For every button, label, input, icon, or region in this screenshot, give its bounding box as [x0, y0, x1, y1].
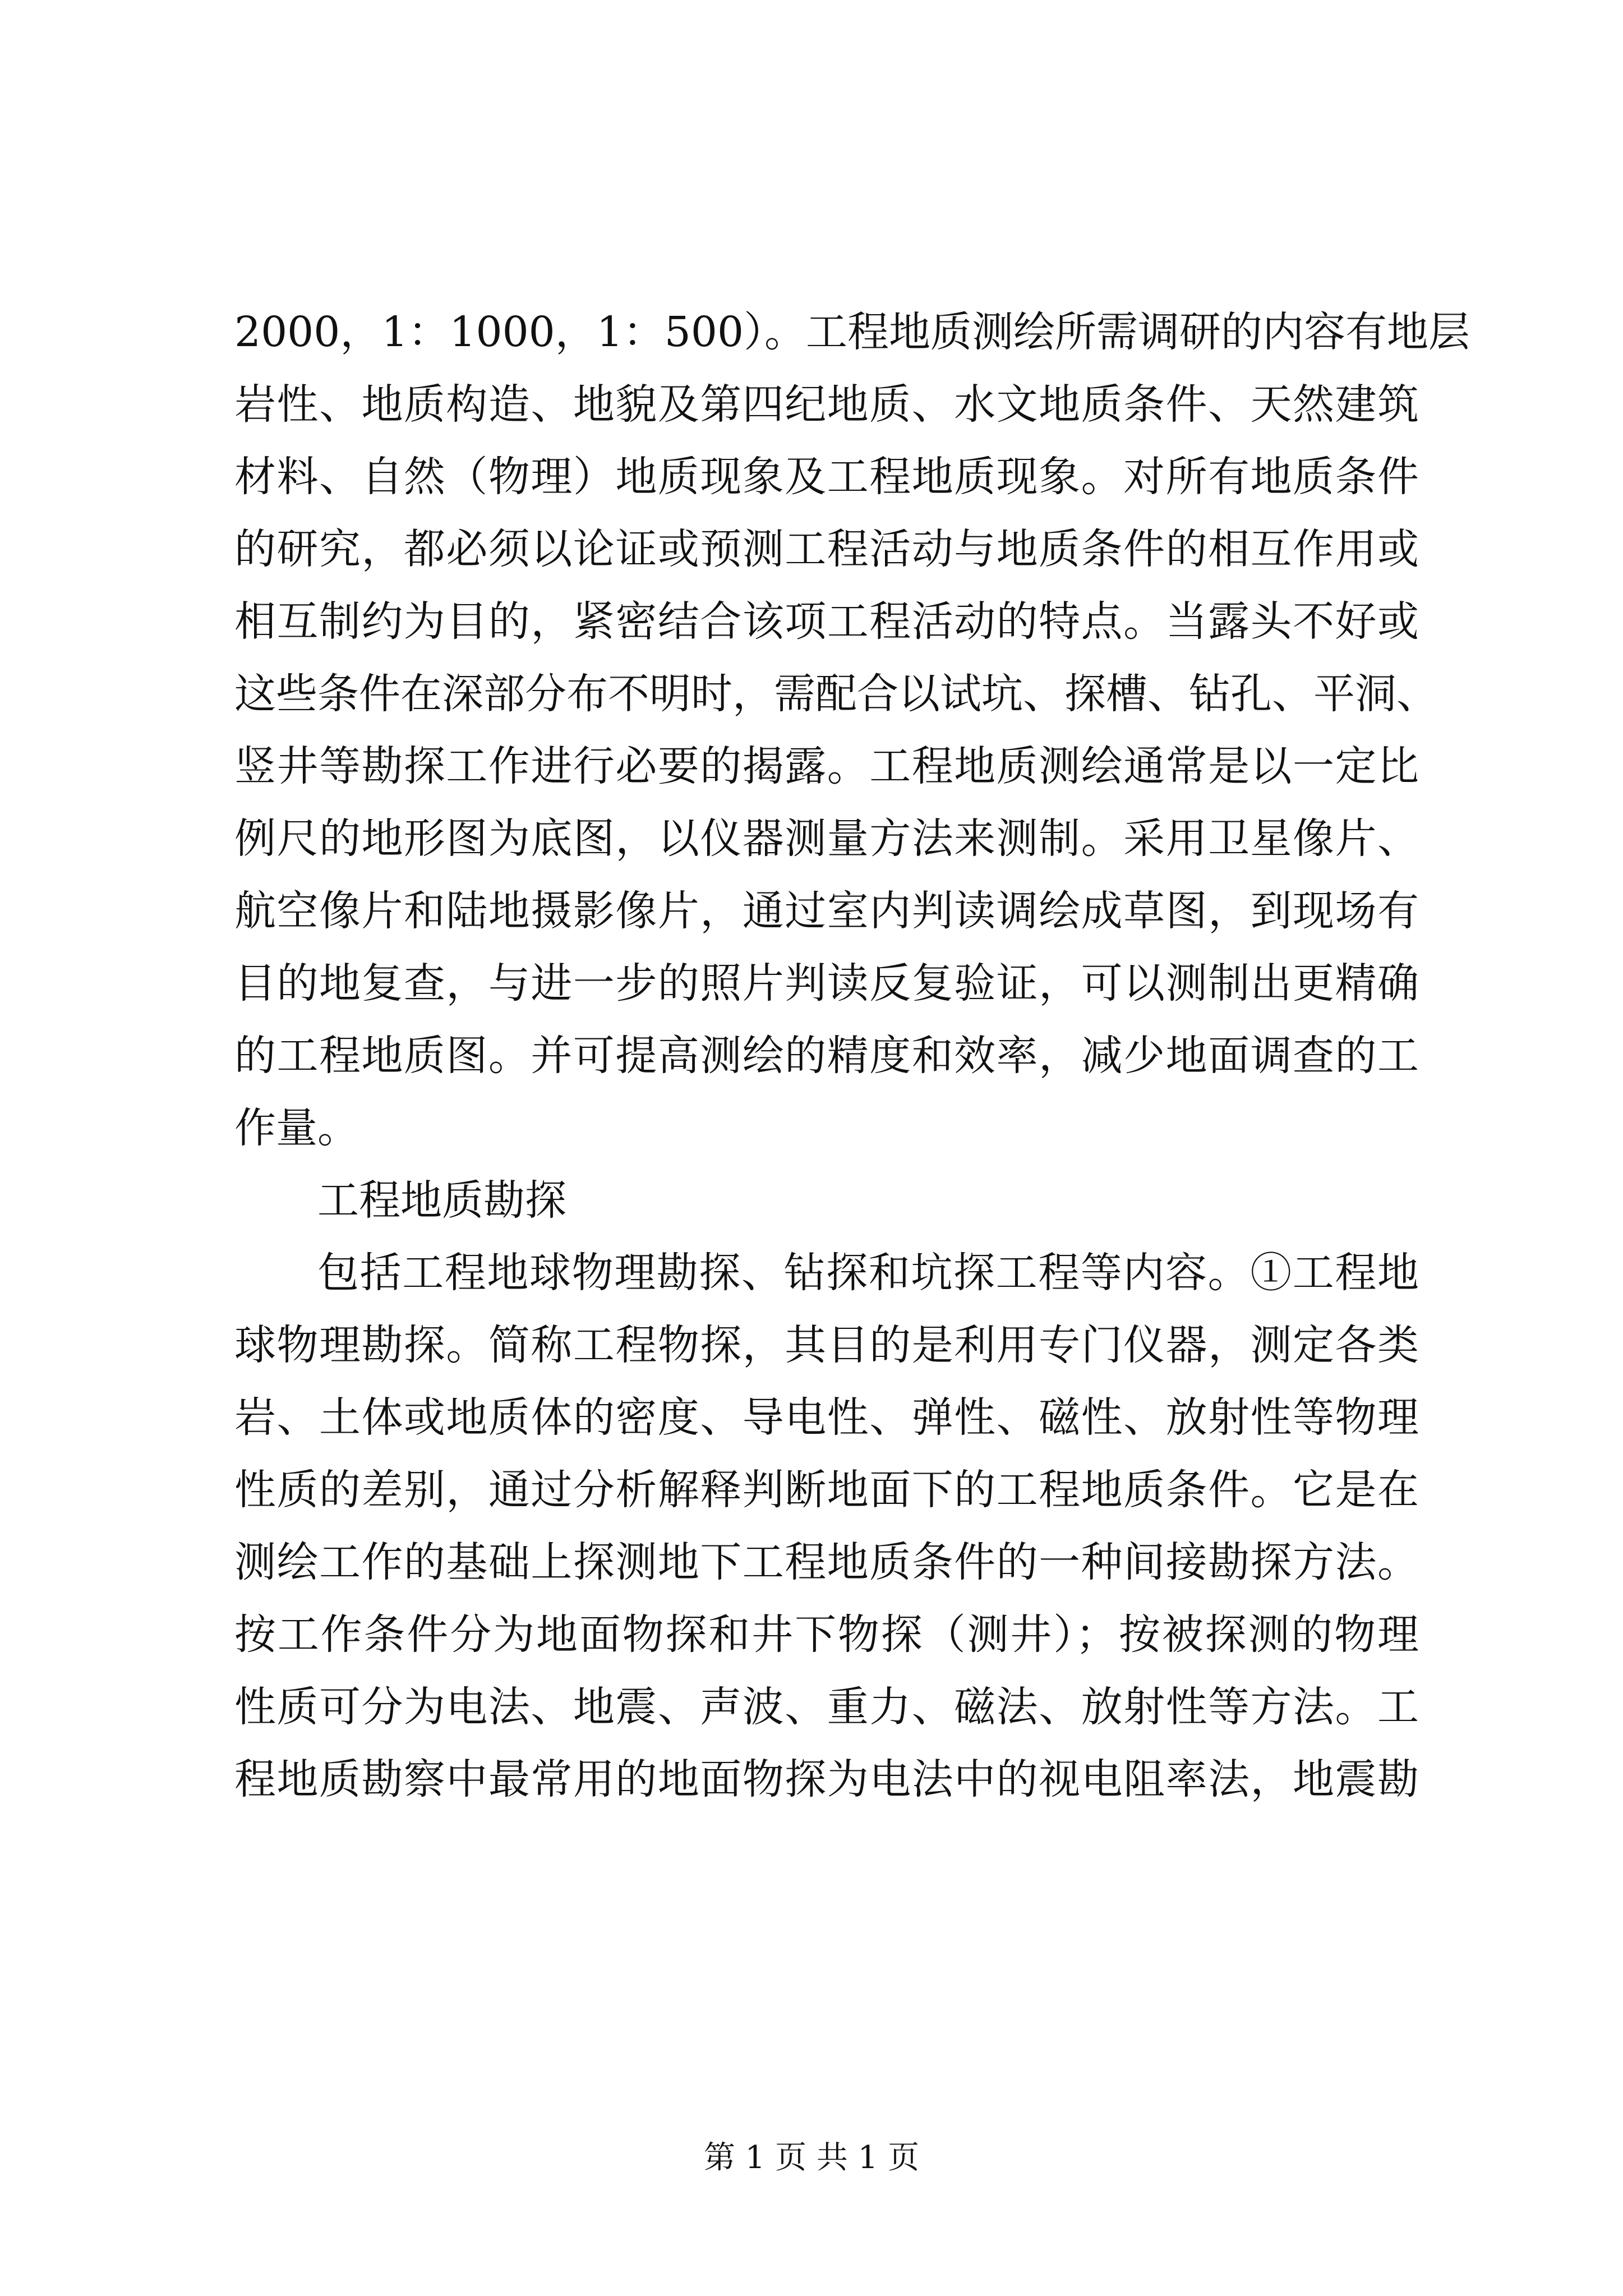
- text-line: 包括工程地球物理勘探、钻探和坑探工程等内容。①工程地: [317, 1249, 1419, 1297]
- text-line: 例尺的地形图为底图，以仪器测量方法来测制。采用卫星像片、: [234, 815, 1419, 863]
- text-line: 航空像片和陆地摄影像片，通过室内判读调绘成草图，到现场有: [234, 887, 1419, 935]
- text-line: 按工作条件分为地面物探和井下物探（测井）；按被探测的物理: [234, 1611, 1419, 1659]
- section-heading: 工程地质勘探: [317, 1176, 566, 1225]
- page-footer: 第 1 页 共 1 页: [703, 2139, 920, 2176]
- text-line: 岩、土体或地质体的密度、导电性、弹性、磁性、放射性等物理: [234, 1393, 1419, 1442]
- text-line: 球物理勘探。简称工程物探，其目的是利用专门仪器，测定各类: [234, 1321, 1419, 1369]
- body-text: [234, 296, 1470, 1816]
- text-line: 性质的差别，通过分析解释判断地面下的工程地质条件。它是在: [234, 1466, 1419, 1514]
- text-line: 2000，1：1000，1：500）。工程地质测绘所需调研的内容有地层: [234, 308, 1470, 356]
- text-line: 材料、自然（物理）地质现象及工程地质现象。对所有地质条件: [234, 453, 1419, 501]
- text-line: 性质可分为电法、地震、声波、重力、磁法、放射性等方法。工: [234, 1683, 1419, 1731]
- text-line: 这些条件在深部分布不明时，需配合以试坑、探槽、钻孔、平洞、: [234, 670, 1438, 718]
- text-line: 测绘工作的基础上探测地下工程地质条件的一种间接勘探方法。: [234, 1538, 1419, 1586]
- text-line: 程地质勘察中最常用的地面物探为电法中的视电阻率法，地震勘: [234, 1755, 1419, 1803]
- text-line: 竖井等勘探工作进行必要的揭露。工程地质测绘通常是以一定比: [234, 742, 1419, 790]
- text-line: 目的地复查，与进一步的照片判读反复验证，可以测制出更精确: [234, 959, 1419, 1007]
- text-line: 岩性、地质构造、地貌及第四纪地质、水文地质条件、天然建筑: [234, 380, 1419, 429]
- text-line: 的研究，都必须以论证或预测工程活动与地质条件的相互作用或: [234, 525, 1419, 573]
- text-line: 的工程地质图。并可提高测绘的精度和效率，减少地面调查的工: [234, 1032, 1419, 1080]
- text-line: 相互制约为目的，紧密结合该项工程活动的特点。当露头不好或: [234, 597, 1419, 646]
- text-line: 作量。: [234, 1104, 359, 1152]
